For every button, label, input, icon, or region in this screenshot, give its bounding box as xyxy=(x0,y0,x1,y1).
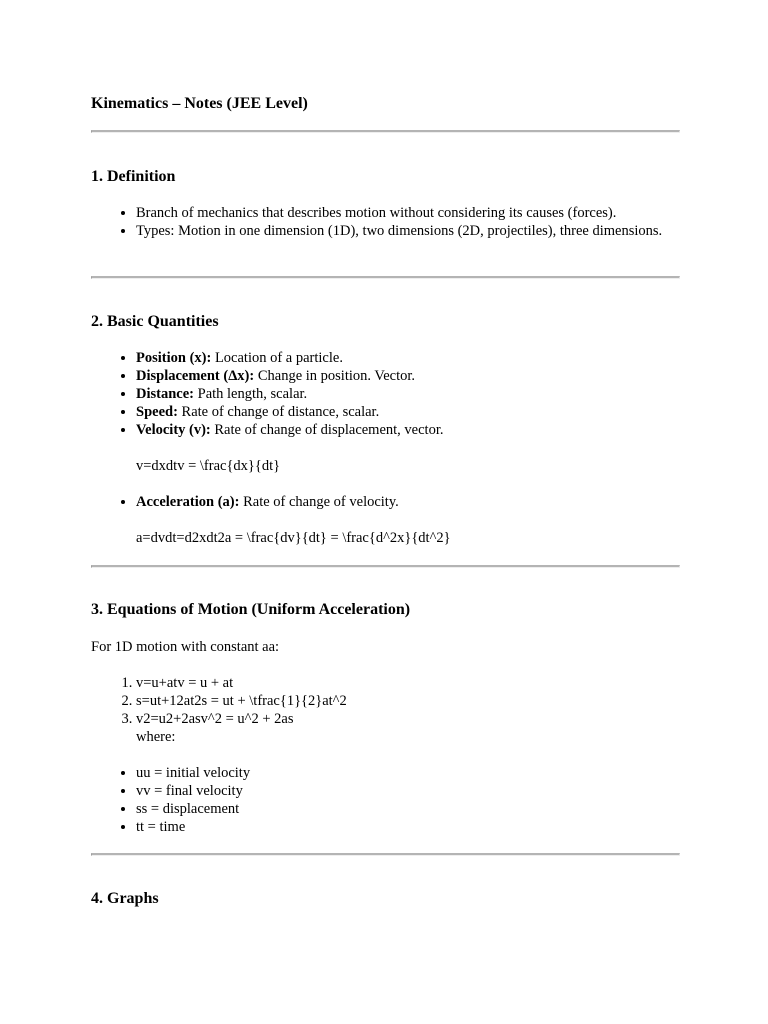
section-heading: 3. Equations of Motion (Uniform Acceleration) xyxy=(91,601,411,618)
list-item xyxy=(136,421,678,439)
definition-list xyxy=(91,204,678,240)
variables-list xyxy=(91,764,678,836)
divider xyxy=(91,853,680,856)
list-item xyxy=(136,367,678,385)
section-heading: 2. Basic Quantities xyxy=(91,313,219,330)
equation: 1. v=u+atv = u + at xyxy=(136,674,678,692)
term: Velocity (v): xyxy=(136,422,211,438)
section-graphs xyxy=(91,889,678,909)
acceleration-list xyxy=(91,493,678,511)
divider xyxy=(91,130,680,133)
term: Acceleration (a): xyxy=(136,494,240,510)
divider xyxy=(91,565,680,568)
list-item: • Branch of mechanics that describes motion without considering its causes (forces). xyxy=(136,204,678,222)
description: Rate of change of velocity. xyxy=(239,494,399,510)
section-equations-of-motion xyxy=(91,600,678,836)
list-item: • uu = initial velocity xyxy=(136,764,678,782)
equation: 2. s=ut+12at2s = ut + \tfrac{1}{2}at^2 xyxy=(136,692,678,710)
section-heading: 4. Graphs xyxy=(91,890,159,907)
description: Rate of change of displacement, vector. xyxy=(210,422,444,438)
term: Position (x): xyxy=(136,350,212,366)
section-basic-quantities xyxy=(91,312,678,547)
formula-acceleration: a=dvdt=d2xdt2a = \frac{dv}{dt} = \frac{d^2x}{dt^2} xyxy=(136,530,451,546)
list-item xyxy=(136,349,678,367)
section-intro: For 1D motion with constant aa: xyxy=(91,639,280,655)
document-title: Kinematics – Notes (JEE Level) xyxy=(91,95,308,112)
list-item: • vv = final velocity xyxy=(136,782,678,800)
list-item xyxy=(136,385,678,403)
list-item xyxy=(136,493,678,511)
equation-text: v2=u2+2asv^2 = u^2 + 2as xyxy=(136,711,294,727)
quantities-list xyxy=(91,349,678,439)
description: Location of a particle. xyxy=(211,350,343,366)
list-item: • Types: Motion in one dimension (1D), two dimensions (2D, projectiles), three dimensions. xyxy=(136,222,678,240)
description: Path length, scalar. xyxy=(194,386,308,402)
term: Speed: xyxy=(136,404,178,420)
description: Change in position. Vector. xyxy=(254,368,416,384)
formula-velocity: v=dxdtv = \frac{dx}{dt} xyxy=(136,458,281,474)
term: Displacement (Δx): xyxy=(136,368,255,384)
divider xyxy=(91,276,680,279)
description: Rate of change of distance, scalar. xyxy=(177,404,380,420)
section-heading: 1. Definition xyxy=(91,168,176,185)
term: Distance: xyxy=(136,386,194,402)
list-item: • ss = displacement xyxy=(136,800,678,818)
equations-list xyxy=(91,674,678,746)
list-item: • tt = time xyxy=(136,818,678,836)
equation xyxy=(136,710,678,746)
section-definition xyxy=(91,167,678,240)
where-label: where: xyxy=(136,729,176,745)
list-item xyxy=(136,403,678,421)
